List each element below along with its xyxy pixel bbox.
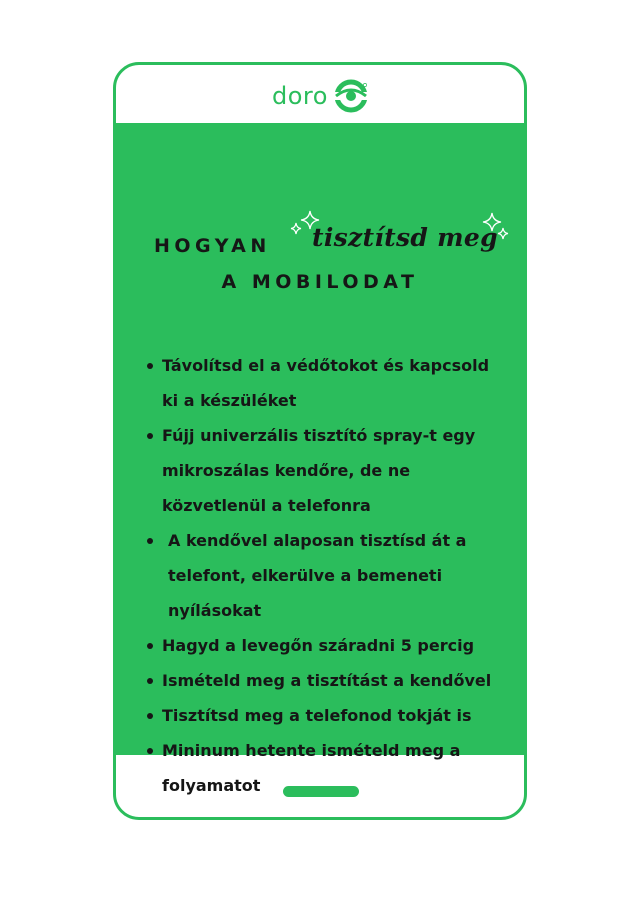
- list-item: Fújj univerzális tisztító spray-t egy mikroszálas kendőre, de ne közvetlenül a telefonra: [146, 418, 506, 523]
- sparkle-icon: [288, 209, 324, 239]
- list-item: Hagyd a levegőn száradni 5 percig: [146, 628, 506, 663]
- list-item: Tisztítsd meg a telefonod tokját is: [146, 698, 506, 733]
- logo-text: doro: [272, 82, 328, 110]
- title-line-2: A MOBILODAT: [221, 271, 419, 293]
- list-item: Ismételd meg a tisztítást a kendővel: [146, 663, 506, 698]
- sparkle-icon: [480, 211, 514, 245]
- home-button[interactable]: [283, 786, 359, 797]
- list-item: Mininum hetente ismételd meg a folyamatot: [146, 733, 506, 803]
- doro-logo: [116, 79, 524, 113]
- cleaning-steps-list: [146, 348, 506, 803]
- title-word-hogyan: HOGYAN: [154, 235, 271, 257]
- phone-screen: [116, 123, 524, 795]
- phone-frame: [113, 62, 527, 820]
- list-item: A kendővel alaposan tisztísd át a telefont, elkerülve a bemeneti nyílásokat: [146, 523, 506, 628]
- list-item: Távolítsd el a védőtokot és kapcsold ki a készüléket: [146, 348, 506, 418]
- doro-eye-logo-icon: [334, 79, 368, 113]
- title-script: tisztítsd meg: [312, 223, 498, 252]
